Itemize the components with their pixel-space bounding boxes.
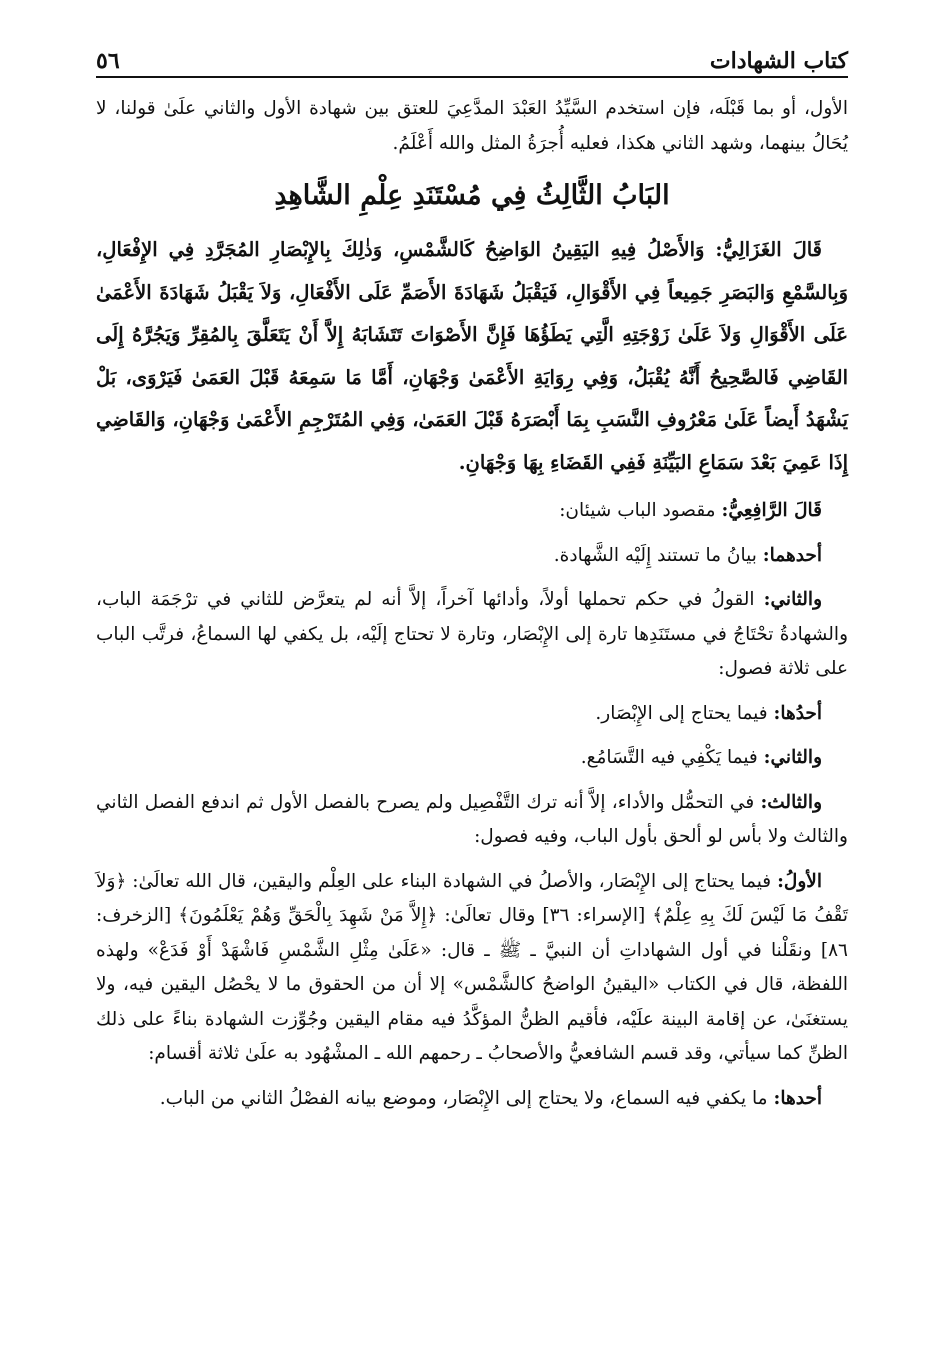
second-label: والثاني:: [763, 589, 822, 610]
first-chapter-paragraph: [96, 865, 848, 1072]
first-label: أحدهما:: [762, 544, 822, 566]
last-label: أحدها:: [773, 1087, 822, 1109]
rafii-label: قَالَ الرَّافِعِيُّ:: [721, 500, 822, 521]
header-divider: [96, 76, 848, 78]
section-one-label: أحدُها:: [773, 702, 822, 724]
ghazali-paragraph: [96, 229, 848, 484]
page-header: [96, 34, 848, 74]
page-body: [96, 92, 848, 1126]
chapter-title: البَابُ الثَّالِثُ فِي مُسْتَنَدِ عِلْمِ الشَّاهِدِ: [274, 180, 670, 211]
section-two-paragraph: [96, 741, 848, 776]
last-paragraph: [96, 1082, 848, 1117]
first-chapter-text: فيما يحتاج إلى الإِبْصَار، والأصلُ في الشهادة البناء على العِلْم واليقين، قال الله تعالَىٰ: ﴿وَلاَ تَقْفُ مَا لَيْسَ لَكَ بِهِ عِلْمٌ﴾ [الإسراء: ٣٦] وقال تعالَىٰ: ﴿إِلاَّ مَنْ شَهِدَ بِالْحَقِّ وَهُمْ يَعْلَمُونَ﴾ [الزخرف: ٨٦] ونقَلْنا في أول الشهاداتِ أن النبيَّ ـ ﷺ ـ قال: «عَلَىٰ مِثْلِ الشَّمْسِ فَاشْهَدْ أَوْ فَدَعْ» ولهذه اللفظة، قال في الكتاب «اليقينُ الواضحُ كالشَّمْس» إلا أن من الحقوق ما لا يحْصُل اليقين فيه، ولا يستغنَىٰ، عن إقامة البينة علَيْه، فأقيم الظنُّ المؤكَّدُ فيه مقام اليقين وجُوِّزت الشهادة بناءً على ذلك الظنِّ كما سيأتي، وقد قسم الشافعيُّ والأصحابُ ـ رحمهم الله ـ المشْهُود به علَىٰ ثلاثة أقسام:: [96, 870, 848, 1064]
first-text: بيانُ ما تستند إِلَيْه الشَّهادة.: [553, 544, 757, 566]
section-three-text: في التحمُّل والأداء، إلاَّ أنه ترك التَّفْصِيل ولم يصرح بالفصل الأول ثم اندفع الفصل الثاني والثالث ولا بأس لو ألحق بأول الباب، وفيه فصول:: [96, 791, 848, 847]
last-text: ما يكفي فيه السماع، ولا يحتاج إلى الإِبْصَار، وموضع بيانه الفصْلُ الثاني من الباب.: [159, 1087, 768, 1109]
section-two-text: فيما يَكْفِي فيه التَّسَامُع.: [580, 747, 758, 768]
first-paragraph: [96, 539, 848, 574]
ghazali-label: قَالَ الغَزَالِيُّ:: [715, 238, 822, 261]
intro-paragraph: الأول، أو بما قَبْلَه، فإن استخدم السَّيِّدُ العَبْدَ المدَّعِيَ للعتق بين شهادة الأول والثاني علَىٰ قولنا، لا يُحَالُ بينهما، وشهد الثاني هكذا، فعليه أُجرَةُ المثل والله أَعْلَمُ.: [96, 98, 848, 154]
page-number: ٥٦: [96, 48, 120, 74]
second-text: القولُ في حكم تحملها أولاً، وأدائها آخراً، إلاَّ أنه لم يتعرَّض للثاني في ترْجَمَة الباب، والشهادةُ تحْتَاجُ في مستَنَدِها تارة إلى الإِبْصَار، وتارة لا تحتاج إلَيْه، بل يكفي لها السماعُ، فرتَّب الباب على ثلاثة فصول:: [96, 589, 848, 679]
ghazali-text: وَالأَصْلُ فِيهِ اليَقِينُ الوَاضِحُ كَالشَّمْسِ، وَذٰلِكَ بِالإِبْصَارِ المُجَرَّدِ فِي الإِفْعَالِ، وَبِالسَّمْعِ وَالبَصَرِ جَمِيعاً فِي الأَقْوَالِ، فَيَقْبَلُ شَهَادَةَ الأَصَمِّ عَلَى الأَفْعَالِ، وَلاَ يَقْبَلُ شَهَادَةَ الأَعْمَىٰ عَلَى الأَقْوَالِ وَلاَ عَلَىٰ زَوْجَتِهِ الَّتِي يَطَؤُهَا فَإِنَّ الأَصْوَاتَ تَتَشَابَهُ إِلاَّ أَنْ يَتَعَلَّقَ بِالمُقِرِّ وَيَجُرَّهُ إِلَى القَاضِي فَالصَّحِيحُ أَنَّهُ يُقْبَلُ، وَفِي رِوَايَةِ الأَعْمَىٰ وَجْهَانِ، أَمَّا مَا سَمِعَهُ قَبْلَ العَمَىٰ فَيَرْوَى، بَلْ يَشْهَدُ أَيضاً عَلَىٰ مَعْرُوفِ النَّسَبِ بِمَا أَبْصَرَهُ قَبْلَ العَمَىٰ، وَفِي المُتَرْجِمِ الأَعْمَىٰ وَجْهَانِ، وَالقَاضِي إِذَا عَمِيَ بَعْدَ سَمَاعِ البَيِّنَةِ فَفِي القَضَاءِ بِهَا وَجْهَانِ.: [96, 238, 848, 474]
section-one-text: فيما يحتاج إلى الإِبْصَار.: [595, 702, 768, 724]
section-three-label: والثالث:: [760, 791, 822, 813]
rafii-text: مقصود الباب شيئان:: [559, 500, 716, 521]
second-paragraph: [96, 583, 848, 687]
section-two-label: والثاني:: [763, 747, 822, 768]
rafii-paragraph: [96, 494, 848, 529]
book-title: كتاب الشهادات: [709, 48, 848, 74]
section-three-paragraph: [96, 786, 848, 855]
first-chapter-label: الأولُ:: [777, 870, 822, 892]
section-one-paragraph: [96, 697, 848, 732]
